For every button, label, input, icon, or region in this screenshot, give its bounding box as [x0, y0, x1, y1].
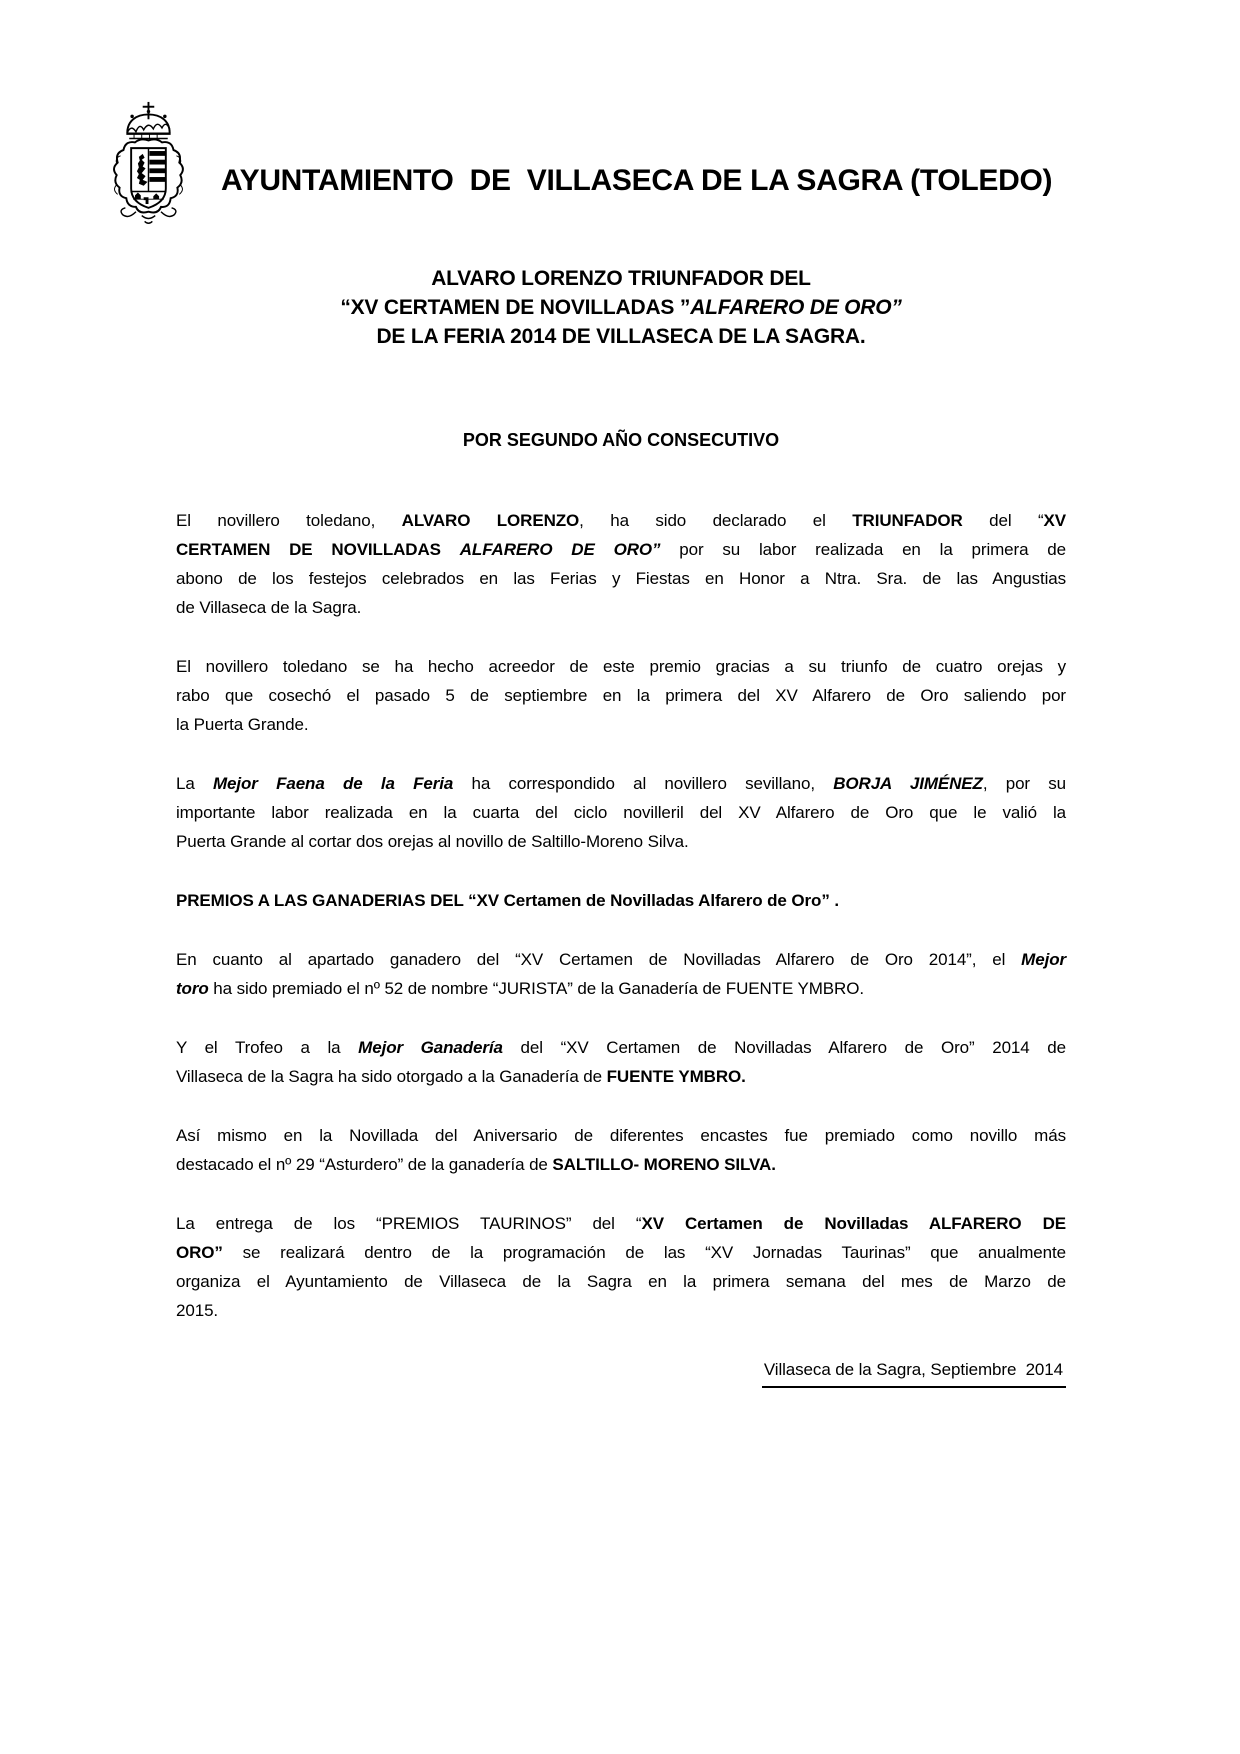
text-line — [176, 1121, 1066, 1150]
text-run: destacado el nº 29 “Asturdero” de la ganadería de — [176, 1155, 553, 1174]
signature-line — [176, 1355, 1066, 1388]
text-run: XV — [1043, 511, 1066, 530]
text-line — [176, 1033, 1066, 1062]
coat-of-arms-logo — [97, 100, 199, 230]
text-run: La — [176, 774, 213, 793]
text-run: organiza el Ayuntamiento de Villaseca de la Sagra en la primera semana del mes de Marzo de — [176, 1272, 1066, 1291]
text-run: SALTILLO- MORENO SILVA. — [552, 1155, 776, 1174]
text-run: por su labor realizada en la primera de — [660, 540, 1067, 559]
text-run: Puerta Grande al cortar dos orejas al novillo de Saltillo-Moreno Silva. — [176, 832, 689, 851]
paragraph — [176, 1033, 1066, 1091]
text-run: TRIUNFADOR — [852, 511, 963, 530]
text-run: ha sido premiado el nº 52 de nombre “JURISTA” de la Ganadería de FUENTE YMBRO. — [208, 979, 864, 998]
text-run: , por su — [982, 774, 1067, 793]
text-line — [176, 769, 1066, 798]
text-line — [176, 1296, 1066, 1325]
document-body — [176, 506, 1066, 1388]
text-run: abono de los festejos celebrados en las Ferias y Fiestas en Honor a Ntra. Sra. de las Angustias — [176, 569, 1066, 588]
text-line — [176, 535, 1066, 564]
text-run: XV Certamen de Novilladas ALFARERO DE — [641, 1214, 1066, 1233]
text-run: se realizará dentro de la programación de las “XV Jornadas Taurinas” que anualmente — [222, 1243, 1066, 1262]
municipality-header-title: AYUNTAMIENTO DE VILLASECA DE LA SAGRA (TOLEDO) — [221, 164, 1053, 197]
text-line — [176, 652, 1066, 681]
text-run: El novillero toledano, — [176, 511, 402, 530]
text-line — [176, 1209, 1066, 1238]
text-line — [176, 1267, 1066, 1296]
text-run: CERTAMEN DE NOVILLADAS — [176, 540, 460, 559]
text-line — [176, 974, 1066, 1003]
signature-date: Villaseca de la Sagra, Septiembre 2014 — [762, 1355, 1066, 1388]
text-line — [176, 681, 1066, 710]
text-run: Villaseca de la Sagra ha sido otorgado a la Ganadería de — [176, 1067, 607, 1086]
text-line — [176, 506, 1066, 535]
text-run: PREMIOS A LAS GANADERIAS DEL “XV Certamen de Novilladas Alfarero de Oro” . — [176, 891, 839, 910]
paragraph — [176, 652, 1066, 739]
text-run: de Villaseca de la Sagra. — [176, 598, 362, 617]
text-run: “XV CERTAMEN DE NOVILLADAS ” — [340, 296, 691, 319]
text-run: , ha sido declarado el — [579, 511, 853, 530]
text-run: Mejor — [1021, 950, 1066, 969]
text-line — [176, 564, 1066, 593]
text-line — [176, 1238, 1066, 1267]
paragraph — [176, 945, 1066, 1003]
text-run: Así mismo en la Novillada del Aniversario de diferentes encastes fue premiado como novillo más — [176, 1126, 1066, 1145]
text-run: Mejor Faena de la Feria — [212, 774, 454, 793]
text-run: ALFARERO DE ORO” — [459, 540, 661, 559]
text-run: ha correspondido al novillero sevillano, — [453, 774, 834, 793]
text-run: ALVARO LORENZO — [401, 511, 580, 530]
document-subtitle: POR SEGUNDO AÑO CONSECUTIVO — [462, 430, 780, 450]
coat-of-arms-icon — [97, 100, 199, 230]
paragraph — [176, 886, 1066, 915]
text-run: 2015. — [176, 1301, 219, 1320]
text-run: la Puerta Grande. — [176, 715, 309, 734]
text-run: El novillero toledano se ha hecho acreedor de este premio gracias a su triunfo de cuatro orejas y — [176, 657, 1066, 676]
text-run: La entrega de los “PREMIOS TAURINOS” del “ — [176, 1214, 642, 1233]
text-line — [176, 1150, 1066, 1179]
text-run: del “XV Certamen de Novilladas Alfarero de Oro” 2014 de — [502, 1038, 1066, 1057]
text-run: ORO” — [176, 1243, 223, 1262]
title-line — [176, 322, 1066, 351]
text-run: ALVARO LORENZO TRIUNFADOR DEL — [431, 267, 811, 290]
title-line — [176, 293, 1066, 322]
text-run: toro — [176, 979, 209, 998]
text-line — [176, 710, 1066, 739]
text-line — [176, 886, 1066, 915]
text-run: importante labor realizada en la cuarta del ciclo novilleril del XV Alfarero de Oro que le valió la — [176, 803, 1066, 822]
text-run: En cuanto al apartado ganadero del “XV Certamen de Novilladas Alfarero de Oro 2014”, el — [176, 950, 1022, 969]
text-run: ALFARERO DE ORO” — [690, 296, 902, 319]
paragraph — [176, 1121, 1066, 1179]
text-line — [176, 1062, 1066, 1091]
text-run: rabo que cosechó el pasado 5 de septiembre en la primera del XV Alfarero de Oro saliendo por — [176, 686, 1066, 705]
text-run: DE LA FERIA 2014 DE VILLASECA DE LA SAGRA. — [376, 325, 866, 348]
document-title — [176, 264, 1066, 351]
text-run: del “ — [962, 511, 1044, 530]
text-line — [176, 593, 1066, 622]
paragraph — [176, 1209, 1066, 1325]
paragraphs-container — [176, 506, 1066, 1325]
text-line — [176, 827, 1066, 856]
text-line — [176, 798, 1066, 827]
paragraph — [176, 506, 1066, 622]
title-line — [176, 264, 1066, 293]
text-run: Y el Trofeo a la — [176, 1038, 359, 1057]
paragraph — [176, 769, 1066, 856]
text-run: BORJA JIMÉNEZ — [833, 774, 983, 793]
text-line — [176, 945, 1066, 974]
text-run: FUENTE YMBRO. — [606, 1067, 746, 1086]
text-run: Mejor Ganadería — [358, 1038, 503, 1057]
